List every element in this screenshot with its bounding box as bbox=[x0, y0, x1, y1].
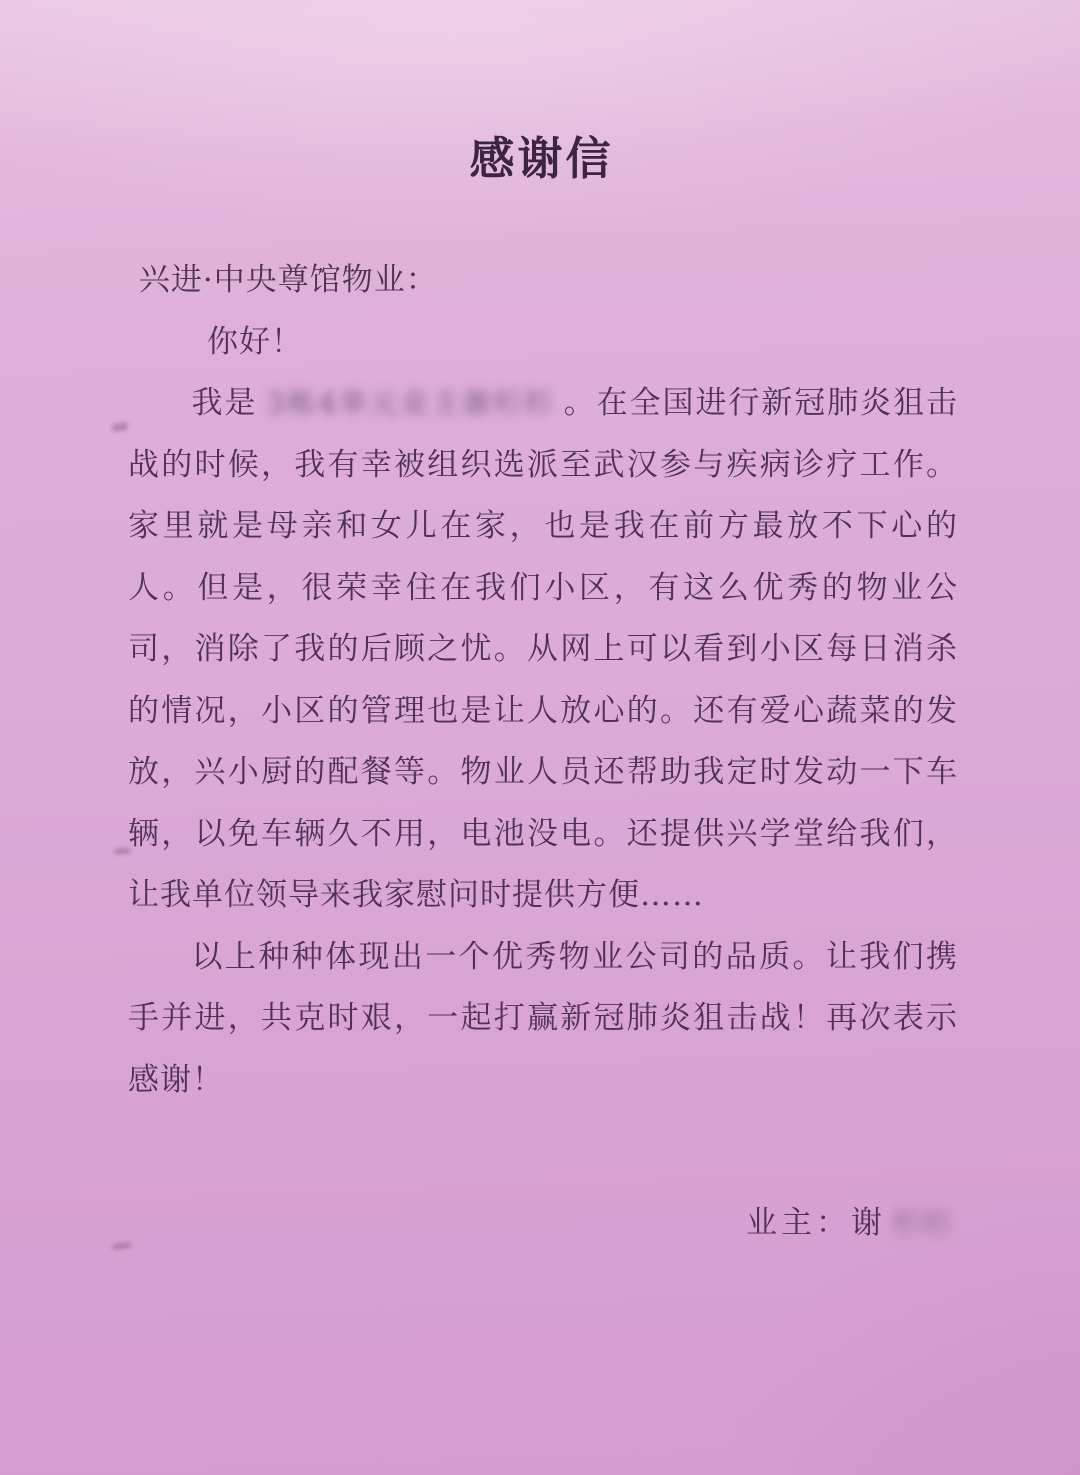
paragraph-1-text: 。在全国进行新冠肺炎狙击战的时候，我有幸被组织选派至武汉参与疾病诊疗工作。家里就是母亲和女儿在家，也是我在前方最放不下心的人。但是，很荣幸住在我们小区，有这么优秀的物业公司，消除了我的后顾之忧。从网上可以看到小区每日消杀的情况，小区的管理也是让人放心的。还有爱心蔬菜的发放，兴小厨的配餐等。物业人员还帮助我定时发动一下车辆，以免车辆久不用，电池没电。还提供兴学堂给我们，让我单位领导来我家慰问时提供方便…… bbox=[128, 385, 959, 913]
redacted-signature-name: 杉杉 bbox=[892, 1206, 953, 1240]
letter-title: 感谢信 bbox=[469, 132, 614, 185]
paper-crease-mark bbox=[112, 1242, 132, 1250]
paper-crease-mark bbox=[114, 847, 131, 854]
greeting: 你好！ bbox=[207, 323, 304, 360]
redacted-owner-info: 3栋4单元业主谢杉杉 bbox=[266, 386, 555, 420]
letter-body bbox=[128, 250, 958, 1111]
signature-label: 业主：谢 bbox=[745, 1205, 886, 1241]
paper-crease-mark bbox=[111, 422, 128, 433]
paragraph-2: 以上种种体现出一个优秀物业公司的品质。让我们携手并进，共克时艰，一起打赢新冠肺炎狙击战！再次表示感谢！ bbox=[128, 938, 958, 1098]
salutation: 兴进·中央尊馆物业： bbox=[138, 262, 438, 298]
paragraph-1-lead: 我是 bbox=[191, 385, 258, 421]
paragraph-1 bbox=[128, 373, 958, 927]
signature-line bbox=[746, 1197, 962, 1242]
